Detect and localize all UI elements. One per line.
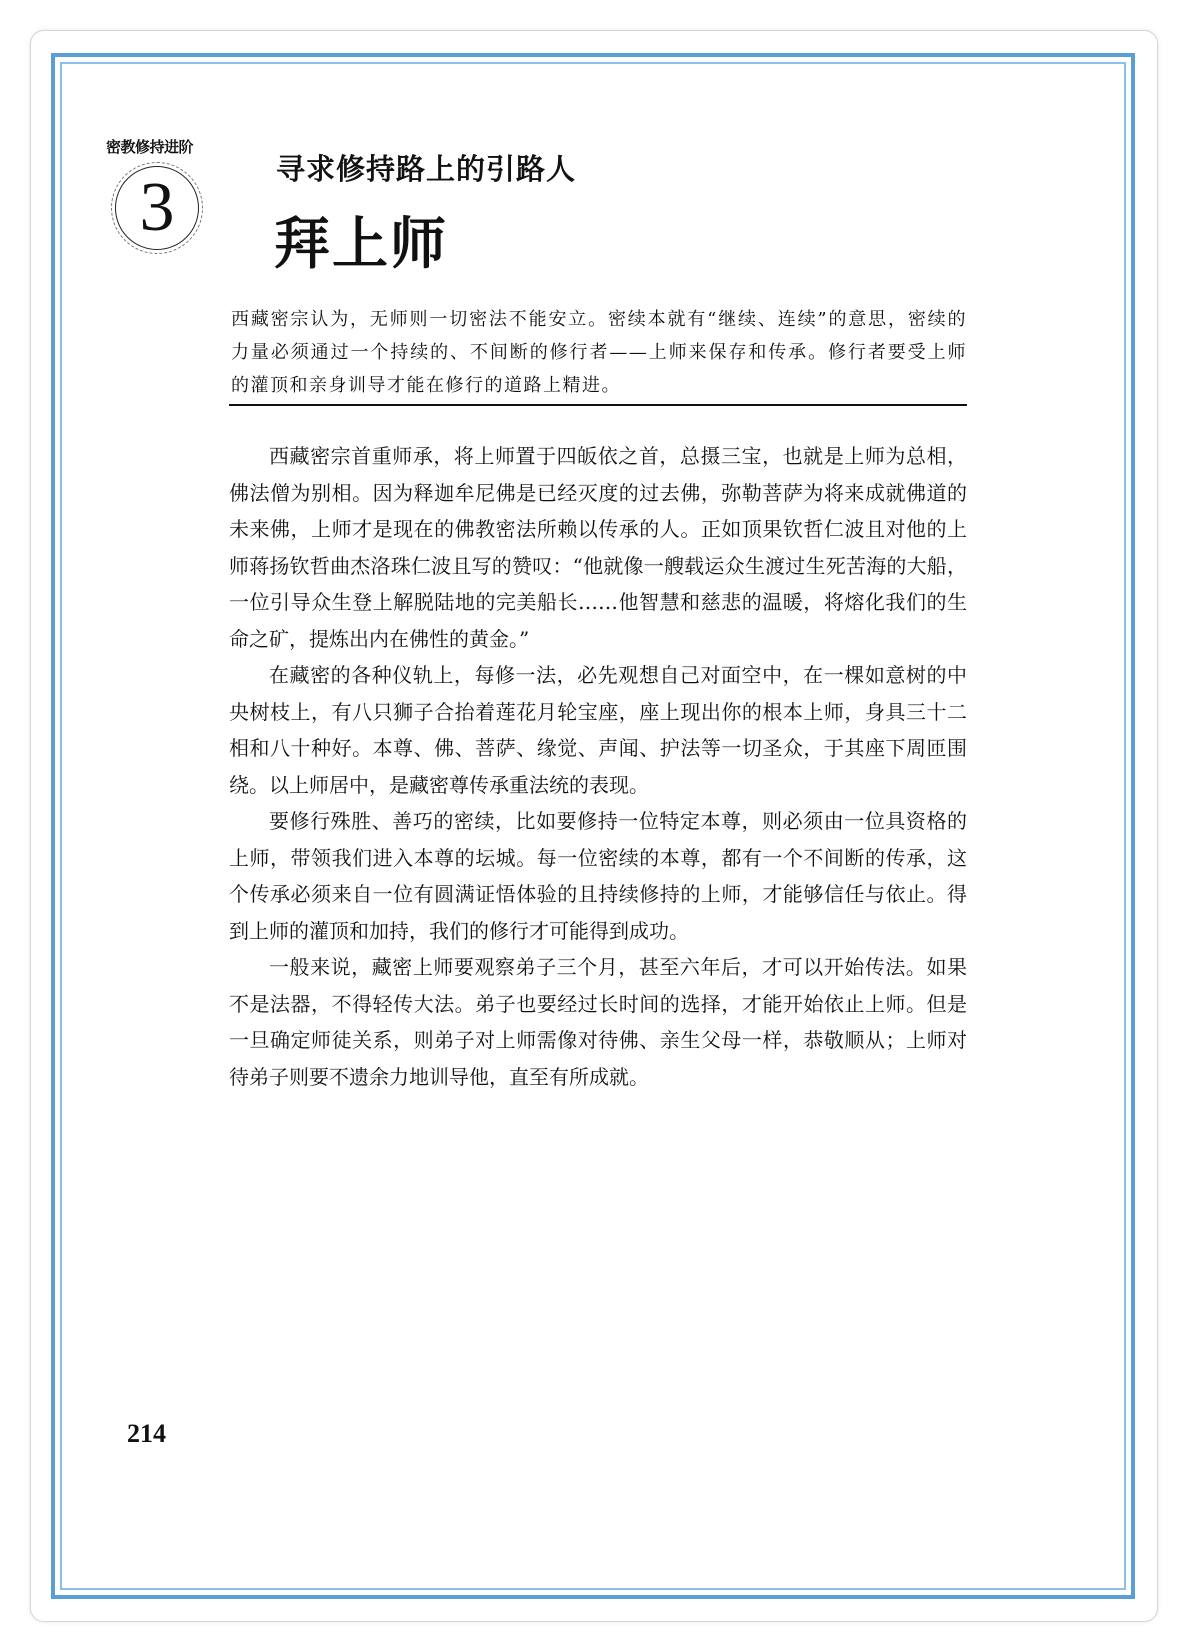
- body-text: [229, 438, 967, 1095]
- section-title: 拜上师: [274, 212, 448, 277]
- series-label: 密教修持进阶: [106, 138, 194, 156]
- intro-paragraph: 西藏密宗认为，无师则一切密法不能安立。密续本就有“继续、连续”的意思，密续的力量必须通过一个持续的、不间断的修行者——上师来保存和传承。修行者要受上师的灌顶和亲身训导才能在修行的道路上精进。: [231, 309, 967, 396]
- page-number: 214: [127, 1419, 166, 1448]
- body-paragraph: 要修行殊胜、善巧的密续，比如要修持一位特定本尊，则必须由一位具资格的上师，带领我们进入本尊的坛城。每一位密续的本尊，都有一个不间断的传承，这个传承必须来自一位有圆满证悟体验的且持续修持的上师，才能够信任与依止。得到上师的灌顶和加持，我们的修行才可能得到成功。: [229, 809, 967, 943]
- body-paragraph: 在藏密的各种仪轨上，每修一法，必先观想自己对面空中，在一棵如意树的中央树枝上，有八只狮子合抬着莲花月轮宝座，座上现出你的根本上师，身具三十二相和八十种好。本尊、佛、菩萨、缘觉、声闻、护法等一切圣众，于其座下周匝围绕。以上师居中，是藏密尊传承重法统的表现。: [229, 663, 967, 797]
- chapter-number-badge: 3: [115, 166, 199, 250]
- section-subtitle: 寻求修持路上的引路人: [276, 152, 577, 186]
- body-paragraph: 西藏密宗首重师承，将上师置于四皈依之首，总摄三宝，也就是上师为总相，佛法僧为别相。因为释迦牟尼佛是已经灭度的过去佛，弥勒菩萨为将来成就佛道的未来佛，上师才是现在的佛教密法所赖以传承的人。正如顶果钦哲仁波且对他的上师蒋扬钦哲曲杰洛珠仁波且写的赞叹：“他就像一艘载运众生渡过生死苦海的大船，一位引导众生登上解脱陆地的完美船长……他智慧和慈悲的温暖，将熔化我们的生命之矿，提炼出内在佛性的黄金。”: [229, 444, 967, 651]
- body-paragraph: 一般来说，藏密上师要观察弟子三个月，甚至六年后，才可以开始传法。如果不是法器，不得轻传大法。弟子也要经过长时间的选择，才能开始依止上师。但是一旦确定师徒关系，则弟子对上师需像对待佛、亲生父母一样，恭敬顺从；上师对待弟子则要不遗余力地训导他，直至有所成就。: [229, 955, 967, 1089]
- section-divider: [229, 404, 967, 406]
